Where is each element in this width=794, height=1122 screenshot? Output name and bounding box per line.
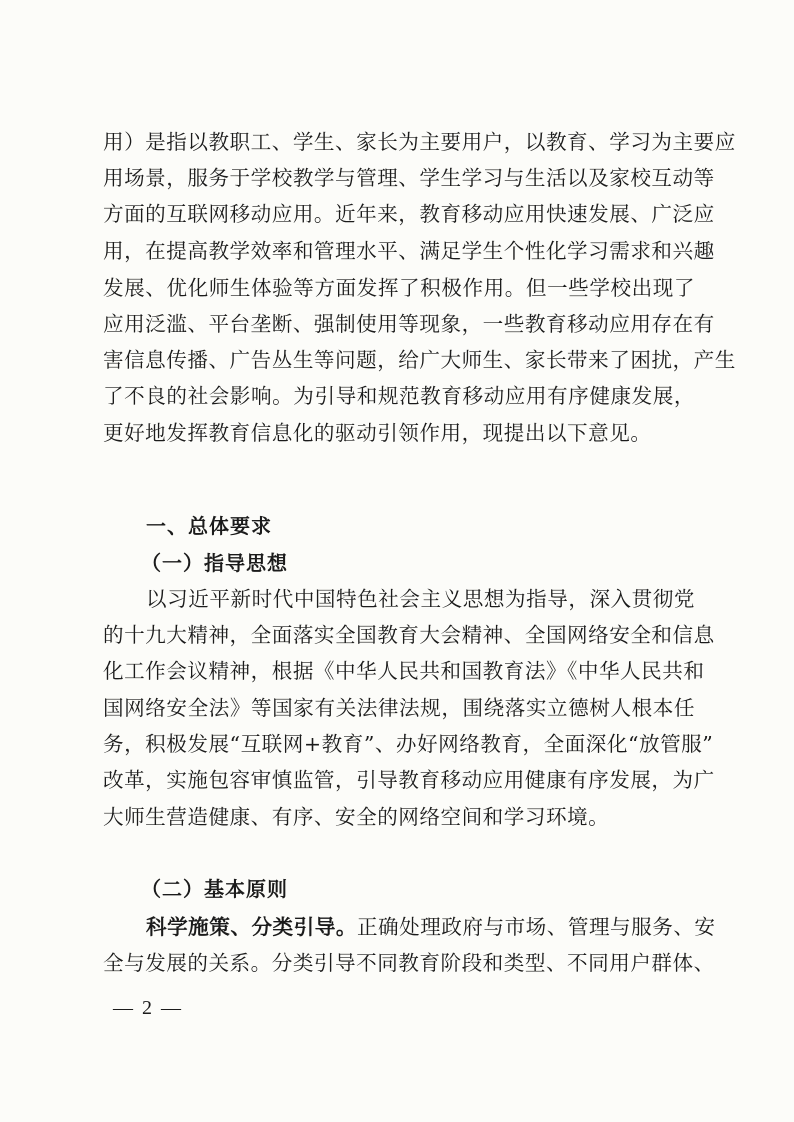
paragraph-line: 务，积极发展“互联网+教育”、办好网络教育，全面深化“放管服”	[103, 732, 714, 756]
page-number: — 2 —	[113, 997, 183, 1019]
subsection-heading: （二）基本原则	[141, 877, 288, 901]
paragraph-line: 用，在提高教学效率和管理水平、满足学生个性化学习需求和兴趣	[103, 239, 715, 263]
paragraph-line: 用场景，服务于学校教学与管理、学生学习与生活以及家校互动等	[103, 166, 715, 190]
paragraph-line: 了不良的社会影响。为引导和规范教育移动应用有序健康发展，	[103, 384, 695, 408]
paragraph-line: 国网络安全法》等国家有关法律法规，围绕落实立德树人根本任	[103, 696, 695, 720]
paragraph-line: 化工作会议精神，根据《中华人民共和国教育法》《中华人民共和	[103, 659, 705, 683]
paragraph-text: 正确处理政府与市场、管理与服务、安	[356, 915, 716, 939]
paragraph-line: 方面的互联网移动应用。近年来，教育移动应用快速发展、广泛应	[103, 202, 715, 226]
paragraph-line: 发展、优化师生体验等方面发挥了积极作用。但一些学校出现了	[103, 276, 695, 300]
paragraph-line: 用）是指以教职工、学生、家长为主要用户，以教育、学习为主要应	[103, 130, 736, 154]
paragraph-line: 应用泛滥、平台垄断、强制使用等现象，一些教育移动应用存在有	[103, 312, 715, 336]
paragraph-line: 的十九大精神，全面落实全国教育大会精神、全国网络安全和信息	[103, 623, 715, 647]
section-heading: 一、总体要求	[146, 514, 272, 538]
paragraph-line: 以习近平新时代中国特色社会主义思想为指导，深入贯彻党	[146, 587, 695, 611]
paragraph-line: 全与发展的关系。分类引导不同教育阶段和类型、不同用户群体、	[103, 951, 715, 975]
principle-lead: 科学施策、分类引导。	[146, 915, 357, 939]
paragraph-line: 大师生营造健康、有序、安全的网络空间和学习环境。	[103, 805, 610, 829]
paragraph-line	[146, 909, 716, 945]
paragraph-line: 害信息传播、广告丛生等问题，给广大师生、家长带来了困扰，产生	[103, 348, 736, 372]
paragraph-line: 改革，实施包容审慎监管，引导教育移动应用健康有序发展，为广	[103, 768, 715, 792]
paragraph-line: 更好地发挥教育信息化的驱动引领作用，现提出以下意见。	[103, 421, 652, 445]
subsection-heading: （一）指导思想	[141, 551, 288, 575]
